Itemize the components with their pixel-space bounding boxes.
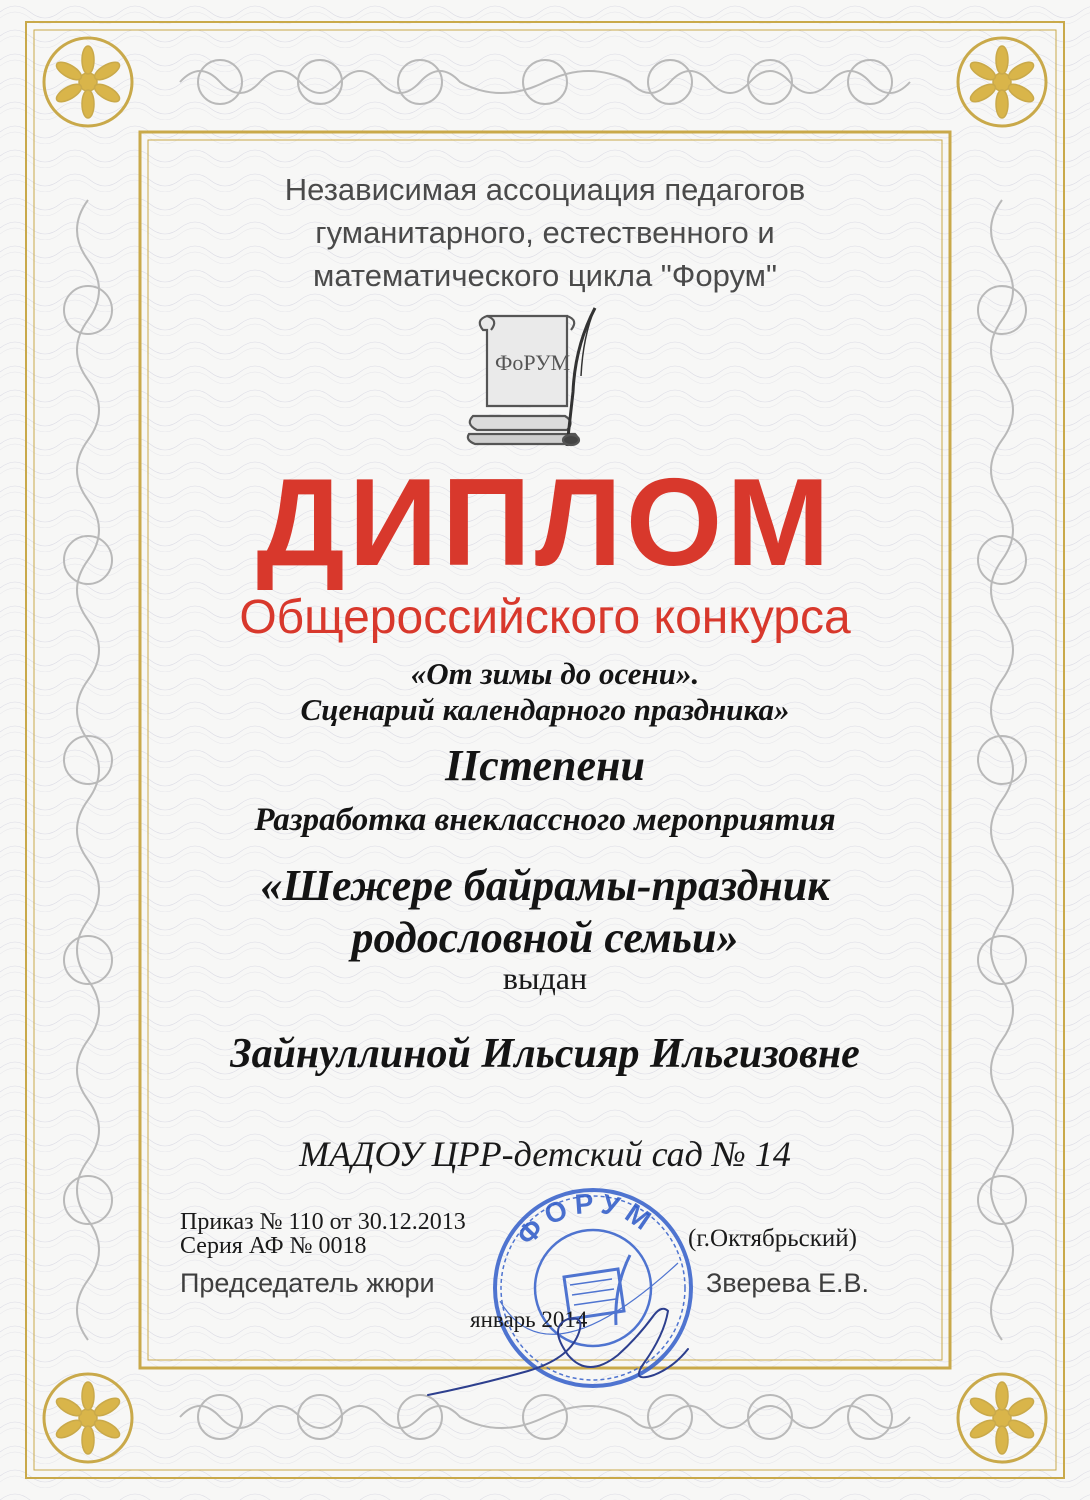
recipient-name: Зайнуллиной Ильсияр Ильгизовне bbox=[230, 1031, 860, 1077]
work-title-line-1: «Шежере байрамы-праздник bbox=[260, 861, 830, 910]
forum-logo-scroll-icon bbox=[455, 306, 605, 456]
contest-name-line-1: «От зимы до осени». bbox=[410, 656, 700, 691]
diploma-subtitle: Общероссийского конкурса bbox=[239, 591, 851, 644]
recipient-institution: МАДОУ ЦРР-детский сад № 14 bbox=[299, 1134, 791, 1174]
handwritten-signature bbox=[418, 1275, 698, 1415]
jury-chair-name: Зверева Е.В. bbox=[706, 1268, 869, 1298]
series-number: Серия АФ № 0018 bbox=[180, 1233, 367, 1259]
organization-line-3: математического цикла "Форум" bbox=[313, 258, 777, 293]
stamp-text: ФОРУМ bbox=[510, 1187, 662, 1251]
svg-text:ФОРУМ bbox=[511, 1187, 662, 1251]
organization-line-1: Независимая ассоциация педагогов bbox=[284, 172, 806, 207]
issued-label: выдан bbox=[502, 960, 588, 996]
organization-line-2: гуманитарного, естественного и bbox=[315, 215, 775, 250]
diploma-title: ДИПЛОМ bbox=[256, 454, 834, 592]
contest-name-line-2: Сценарий календарного праздника» bbox=[300, 692, 790, 727]
svg-text:ФоРУМ: ФоРУМ bbox=[495, 350, 571, 375]
jury-chair-label: Председатель жюри bbox=[180, 1268, 435, 1298]
city-label: (г.Октябрьский) bbox=[688, 1225, 857, 1252]
issue-date: январь 2014 bbox=[470, 1307, 588, 1332]
work-title-line-2: родословной семьи» bbox=[351, 913, 739, 962]
order-number: Приказ № 110 от 30.12.2013 bbox=[180, 1209, 466, 1235]
category-label: Разработка внеклассного мероприятия bbox=[254, 802, 836, 838]
degree-label: IIстепени bbox=[445, 741, 645, 790]
